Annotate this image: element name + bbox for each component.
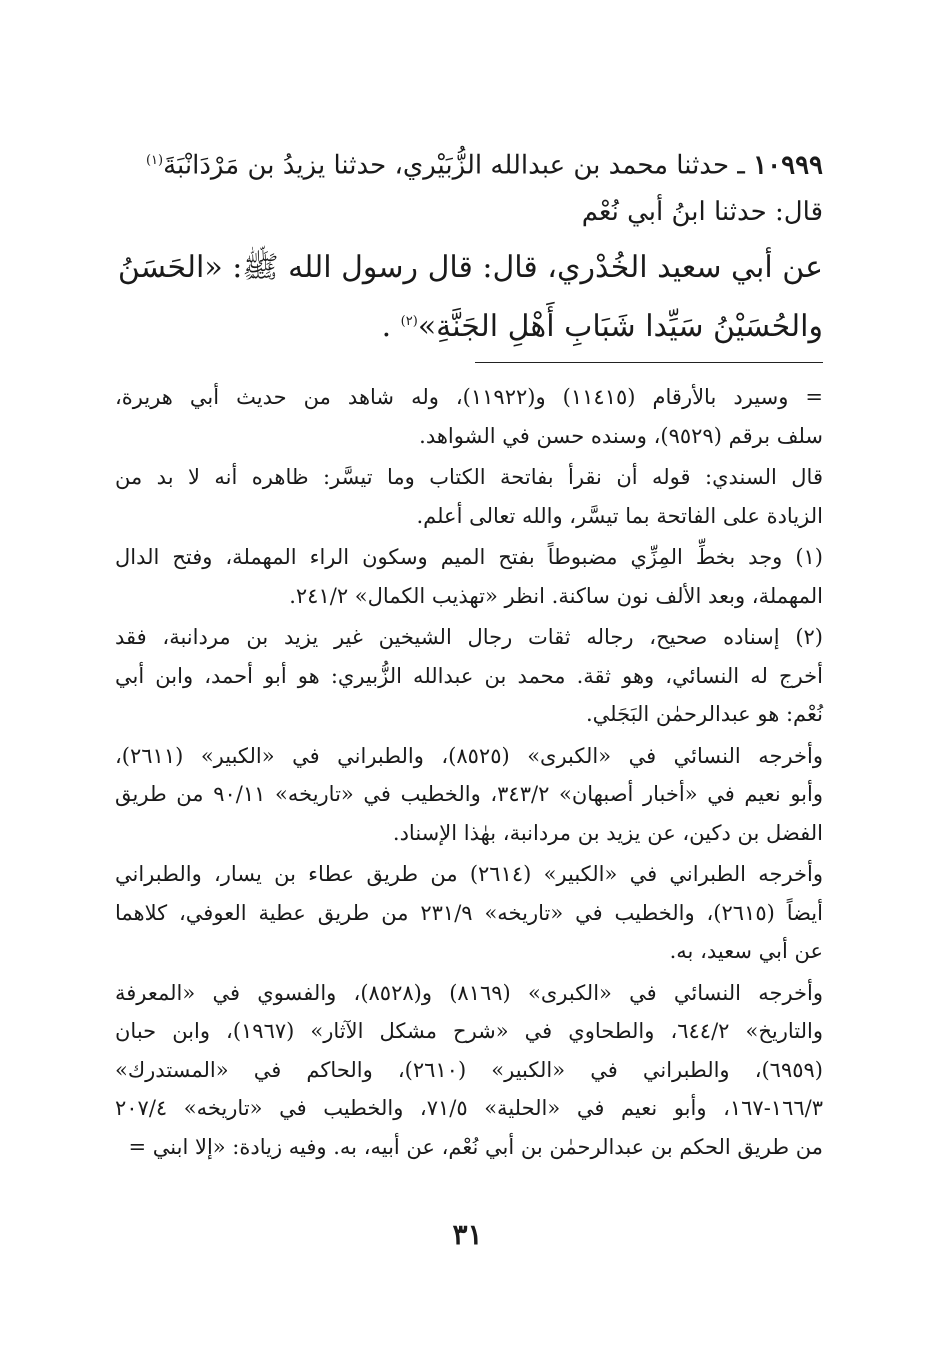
footnote-para-2	[115, 458, 823, 535]
hadith-matn-end: .	[381, 308, 401, 344]
footnote-line: المهملة، وبعد الألف نون ساكنة. انظر «تهذيب الكمال» ٢٤١/٢.	[289, 583, 823, 608]
hadith-number: ١٠٩٩٩	[753, 150, 823, 181]
footnote-ref-1: (١)	[145, 153, 164, 168]
footnote-para-1	[115, 378, 823, 455]
footnote-line: الفضل بن دكين، عن يزيد بن مردانبة، بهٰذا الإسناد.	[392, 820, 823, 845]
footnote-line: وأبو نعيم في «أخبار أصبهان» ٣٤٣/٢، والخطيب في «تاريخه» ٩٠/١١ من طريق	[115, 782, 823, 806]
footnote-line: من طريق الحكم بن عبدالرحمٰن بن أبي نُعْم، عن أبيه، به. وفيه زيادة: «إلا ابني =	[128, 1134, 823, 1159]
footnote-line: نُعْم: هو عبدالرحمٰن البَجَلي.	[585, 702, 823, 726]
footnote-line: سلف برقم (٩٥٢٩)، وسنده حسن في الشواهد.	[419, 423, 823, 448]
hadith-matn-line1: عن أبي سعيد الخُدْري، قال: قال رسول الله ﷺ: «الحَسَنُ	[117, 249, 823, 285]
footnote-para-3	[115, 538, 823, 615]
footnote-line: الزيادة على الفاتحة بما تيسَّر، والله تعالى أعلم.	[416, 503, 823, 528]
hadith-matn-line2-text: والحُسَيْنُ سَيِّدا شَبَابِ أَهْلِ الجَنَّةِ»	[417, 308, 823, 344]
footnote-line: وأخرجه النسائي في «الكبرى» (٨١٦٩) و(٨٥٢٨)، والفسوي في «المعرفة	[115, 980, 823, 1005]
footnote-line: أيضاً (٢٦١٥)، والخطيب في «تاريخه» ٢٣١/٩ من طريق عطية العوفي، كلاهما	[115, 900, 823, 925]
footnote-line: قال السندي: قوله أن نقرأ بفاتحة الكتاب وما تيسَّر: ظاهره أنه لا بد من	[115, 465, 823, 489]
footnote-line: (١) وجد بخطِّ المِزِّي مضبوطاً بفتح الميم وسكون الراء المهملة، وفتح الدال	[115, 545, 823, 569]
footnote-line: (٢) إسناده صحيح، رجاله ثقات رجال الشيخين غير يزيد بن مردانبة، فقد	[115, 625, 823, 649]
hadith-matn-line2	[113, 295, 823, 354]
footnote-line: = وسيرد بالأرقام (١١٤١٥) و(١١٩٢٢)، وله شاهد من حديث أبي هريرة،	[115, 385, 823, 409]
footnote-line: وأخرجه الطبراني في «الكبير» (٢٦١٤) من طريق عطاء بن يسار، والطبراني	[115, 862, 823, 886]
footnote-line: عن أبي سعيد، به.	[669, 939, 823, 963]
footnote-para-6	[115, 855, 823, 971]
hadith-isnad-line2: قال: حدثنا ابنُ أبي نُعْم	[581, 196, 823, 227]
footnote-para-7	[115, 974, 823, 1167]
footnote-para-4	[115, 618, 823, 734]
footnote-line: ١٦٦/٣-١٦٧، وأبو نعيم في «الحلية» ٧١/٥، والخطيب في «تاريخه» ٢٠٧/٤	[115, 1096, 823, 1120]
hadith-isnad-text: ـ حدثنا محمد بن عبدالله الزُّبَيْري، حدثنا يزيدُ بن مَرْدَانْبَةَ	[163, 150, 754, 181]
footnote-line: أخرج له النسائي، وهو ثقة. محمد بن عبدالله الزُّبيري: هو أبو أحمد، وابن أبي	[115, 663, 823, 688]
footnote-divider	[475, 362, 823, 363]
footnote-ref-2: (٢)	[400, 313, 418, 329]
page-number: ٣١	[452, 1218, 483, 1251]
footnote-line: وأخرجه النسائي في «الكبرى» (٨٥٢٥)، والطبراني في «الكبير» (٢٦١١)،	[115, 743, 823, 768]
hadith-block	[113, 138, 823, 354]
footnote-line: (٦٩٥٩)، والطبراني في «الكبير» (٢٦١٠)، والحاكم في «المستدرك»	[115, 1057, 823, 1082]
footnotes-section	[115, 378, 823, 1169]
footnote-para-5	[115, 737, 823, 853]
hadith-matn	[113, 241, 823, 354]
footnote-line: والتاريخ» ٦٤٤/٢، والطحاوي في «شرح مشكل الآثار» (١٩٦٧)، وابن حبان	[115, 1019, 823, 1043]
hadith-isnad-line1	[113, 138, 823, 189]
